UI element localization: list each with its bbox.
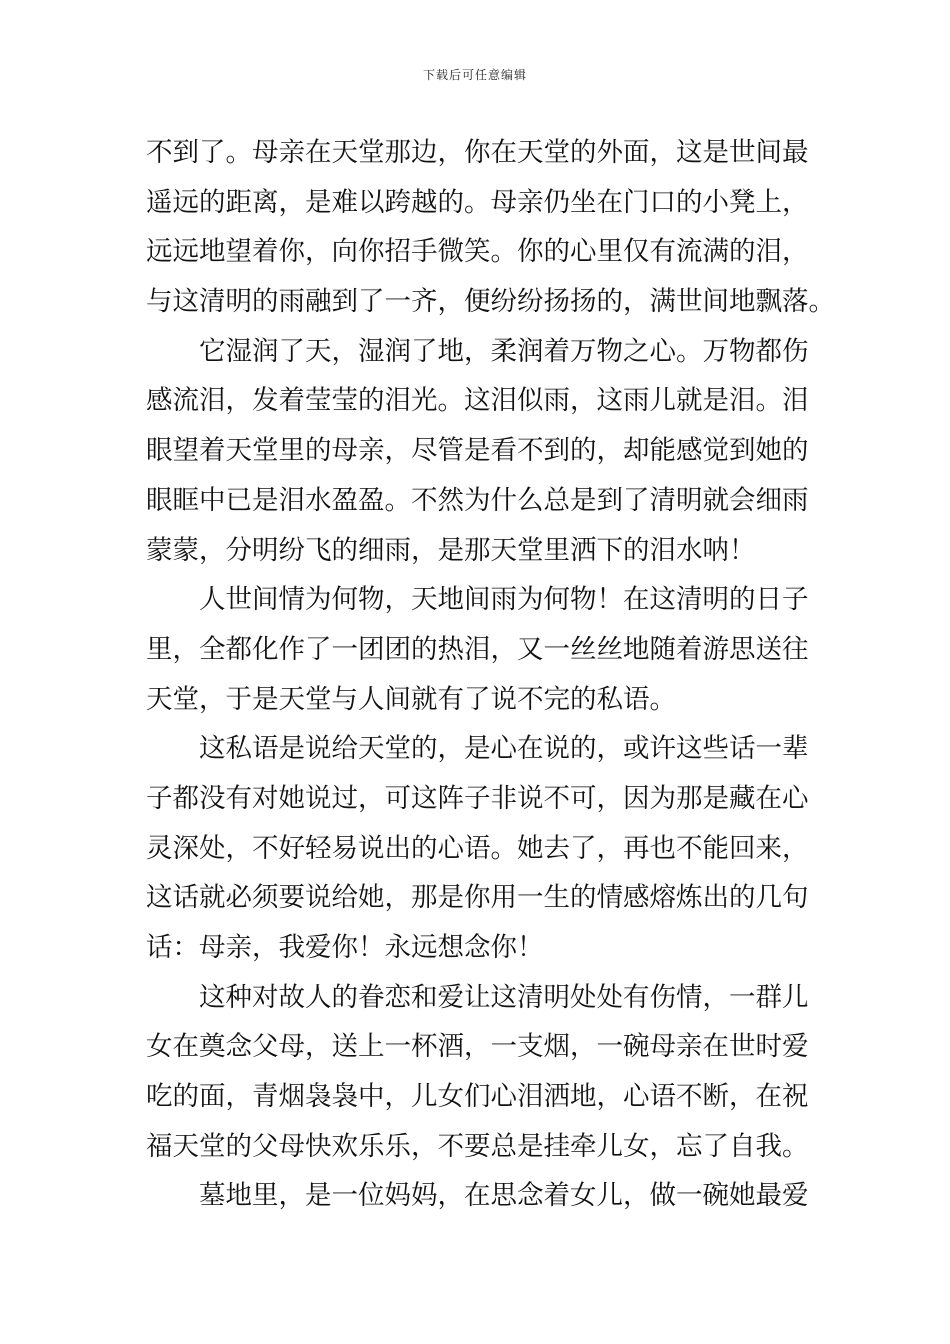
text-line: 这话就必须要说给她，那是你用一生的情感熔炼出的几句 — [146, 882, 809, 914]
text-line: 与这清明的雨融到了一齐，便纷纷扬扬的，满世间地飘落。 — [146, 286, 835, 318]
paragraph-first-line: 它湿润了天，湿润了地，柔润着万物之心。万物都伤 — [199, 335, 809, 367]
text-line: 女在奠念父母，送上一杯酒，一支烟，一碗母亲在世时爱 — [146, 1031, 809, 1063]
text-line: 里，全都化作了一团团的热泪，又一丝丝地随着游思送往 — [146, 633, 809, 665]
paragraph-first-line: 人世间情为何物，天地间雨为何物！在这清明的日子 — [199, 584, 809, 616]
text-line: 遥远的距离，是难以跨越的。母亲仍坐在门口的小凳上， — [146, 186, 809, 218]
text-line: 感流泪，发着莹莹的泪光。这泪似雨，这雨儿就是泪。泪 — [146, 385, 809, 417]
paragraph-first-line: 这私语是说给天堂的，是心在说的，或许这些话一辈 — [199, 733, 809, 765]
text-line: 吃的面，青烟袅袅中，儿女们心泪洒地，心语不断，在祝 — [146, 1081, 809, 1113]
text-line: 眼望着天堂里的母亲，尽管是看不到的，却能感觉到她的 — [146, 435, 809, 467]
text-line: 远远地望着你，向你招手微笑。你的心里仅有流满的泪， — [146, 236, 809, 268]
text-line: 子都没有对她说过，可这阵子非说不可，因为那是藏在心 — [146, 782, 809, 814]
text-line: 天堂，于是天堂与人间就有了说不完的私语。 — [146, 683, 676, 715]
text-line: 福天堂的父母快欢乐乐，不要总是挂牵儿女，忘了自我。 — [146, 1130, 809, 1162]
text-line: 话：母亲，我爱你！永远想念你！ — [146, 932, 544, 963]
text-line: 灵深处，不好轻易说出的心语。她去了，再也不能回来， — [146, 832, 809, 864]
paragraph-first-line: 这种对故人的眷恋和爱让这清明处处有伤情，一群儿 — [199, 981, 809, 1013]
text-line: 眼眶中已是泪水盈盈。不然为什么总是到了清明就会细雨 — [146, 484, 809, 516]
text-line: 蒙蒙，分明纷飞的细雨，是那天堂里洒下的泪水呐！ — [146, 534, 756, 566]
document-body — [146, 128, 835, 1221]
text-line: 不到了。母亲在天堂那边，你在天堂的外面，这是世间最 — [146, 137, 809, 168]
paragraph-first-line: 墓地里，是一位妈妈，在思念着女儿，做一碗她最爱 — [199, 1180, 809, 1212]
page-header: 下载后可任意编辑 — [422, 68, 527, 82]
